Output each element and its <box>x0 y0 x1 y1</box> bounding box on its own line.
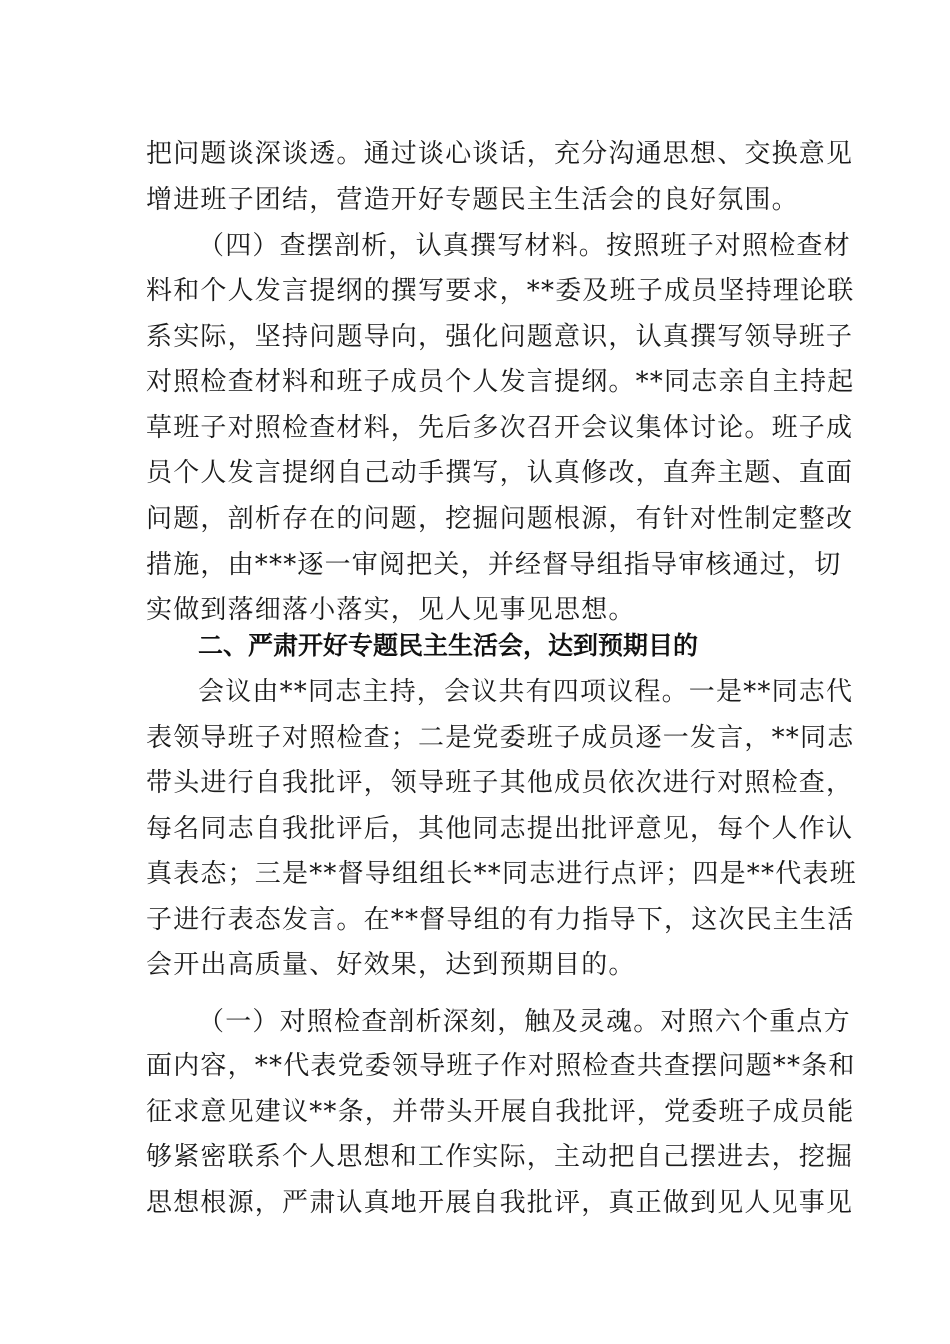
paragraph-line: 带头进行自我批评，领导班子其他成员依次进行对照检查， <box>146 768 854 798</box>
paragraph-line: 真表态；三是**督导组组长**同志进行点评；四是**代表班 <box>146 859 857 889</box>
paragraph-line: 问题，剖析存在的问题，挖掘问题根源，有针对性制定整改 <box>146 504 854 534</box>
paragraph-line: 子进行表态发言。在**督导组的有力指导下，这次民主生活 <box>146 905 855 935</box>
paragraph-line: 会开出高质量、好效果，达到预期目的。 <box>146 950 636 980</box>
paragraph-line: 把问题谈深谈透。通过谈心谈话，充分沟通思想、交换意见 <box>146 139 854 169</box>
paragraph-line: 征求意见建议**条，并带头开展自我批评，党委班子成员能 <box>146 1097 855 1127</box>
paragraph-line: （四）查摆剖析，认真撰写材料。按照班子对照检查材 <box>198 231 851 261</box>
paragraph-line: 面内容，**代表党委领导班子作对照检查共查摆问题**条和 <box>146 1051 856 1081</box>
paragraph-line: 思想根源，严肃认真地开展自我批评，真正做到见人见事见 <box>146 1188 854 1218</box>
paragraph-line: 每名同志自我批评后，其他同志提出批评意见，每个人作认 <box>146 814 854 844</box>
paragraph-line: 对照检查材料和班子成员个人发言提纲。**同志亲自主持起 <box>146 367 855 397</box>
paragraph-line: 措施，由***逐一审阅把关，并经督导组指导审核通过，切 <box>146 550 842 580</box>
paragraph-line: 够紧密联系个人思想和工作实际，主动把自己摆进去，挖掘 <box>146 1142 854 1172</box>
paragraph-line: （一）对照检查剖析深刻，触及灵魂。对照六个重点方 <box>198 1007 851 1037</box>
paragraph-line: 实做到落细落小落实，见人见事见思想。 <box>146 595 636 625</box>
paragraph-line: 草班子对照检查材料，先后多次召开会议集体讨论。班子成 <box>146 413 854 443</box>
section-heading: 二、严肃开好专题民主生活会，达到预期目的 <box>198 631 699 660</box>
paragraph-line: 员个人发言提纲自己动手撰写，认真修改，直奔主题、直面 <box>146 458 854 488</box>
paragraph-line: 会议由**同志主持，会议共有四项议程。一是**同志代 <box>198 677 854 707</box>
paragraph-line: 表领导班子对照检查；二是党委班子成员逐一发言，**同志 <box>146 723 855 753</box>
paragraph-line: 料和个人发言提纲的撰写要求，**委及班子成员坚持理论联 <box>146 276 855 306</box>
paragraph-line: 系实际，坚持问题导向，强化问题意识，认真撰写领导班子 <box>146 322 854 352</box>
paragraph-line: 增进班子团结，营造开好专题民主生活会的良好氛围。 <box>146 185 799 215</box>
